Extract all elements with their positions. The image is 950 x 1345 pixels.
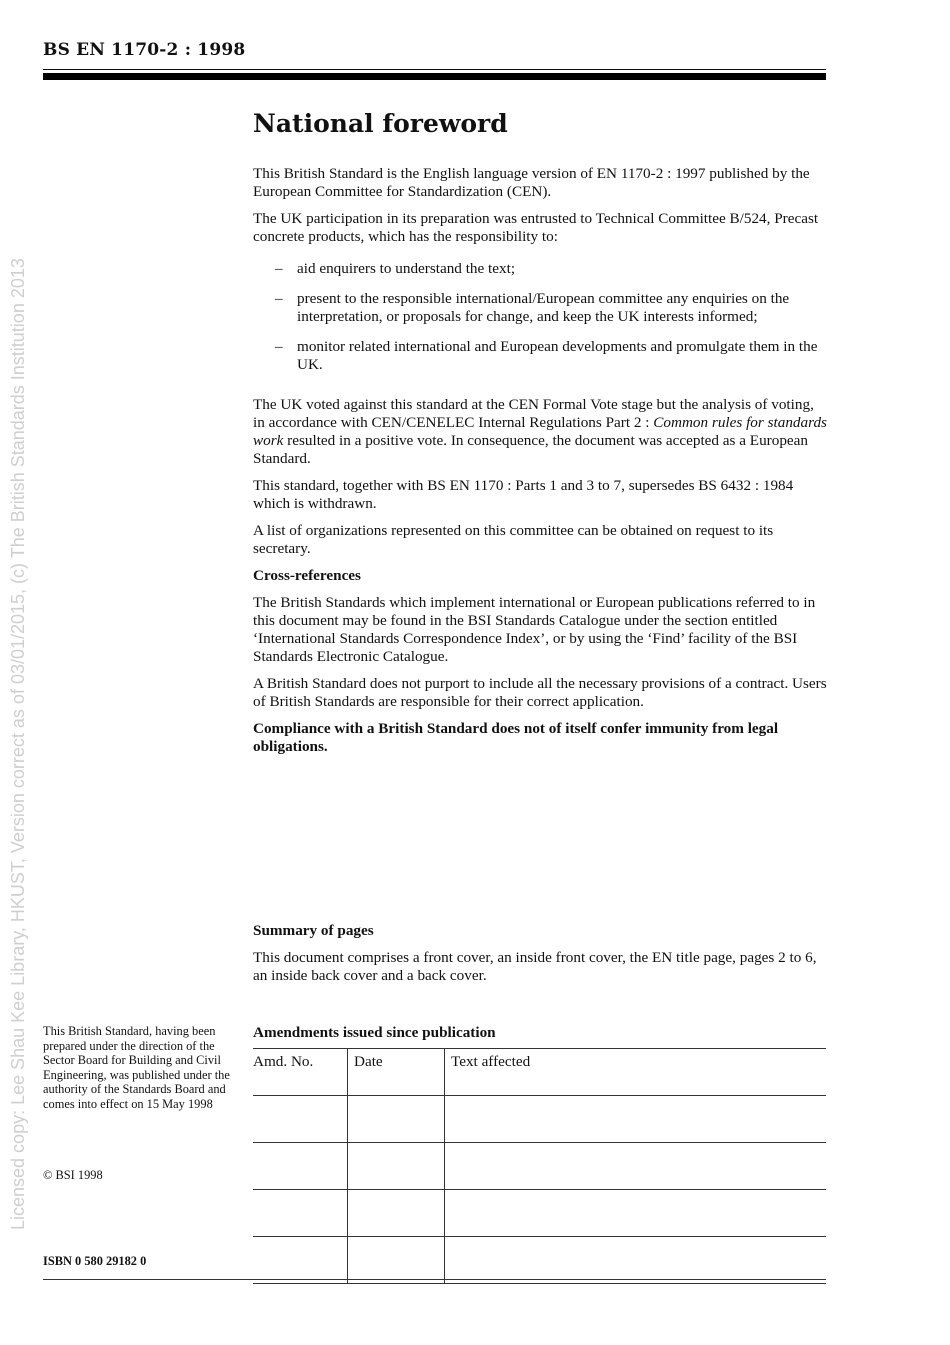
- paragraph-participation: The UK participation in its preparation was entrusted to Technical Committee B/524, Precast concrete products, which has the responsibility to:: [253, 210, 819, 245]
- responsibility-list: [253, 260, 828, 374]
- isbn: ISBN 0 580 29182 0: [43, 1254, 147, 1268]
- table-header-row: [253, 1049, 826, 1096]
- national-foreword: [253, 107, 828, 765]
- cross-references-heading: Cross-references: [253, 567, 361, 584]
- summary-of-pages: [253, 922, 828, 985]
- list-item: – present to the responsible international/European committee any enquiries on the interpretation, or proposals for change, and keep the UK interests informed;: [275, 290, 790, 325]
- paragraph-committee-list: A list of organizations represented on this committee can be obtained on request to its secretary.: [253, 522, 774, 557]
- table-row: [253, 1237, 826, 1284]
- document-id: BS EN 1170-2 : 1998: [43, 40, 246, 60]
- list-item: – monitor related international and European developments and promulgate them in the UK.: [275, 338, 818, 373]
- list-item: – aid enquirers to understand the text;: [275, 260, 516, 277]
- header-rule-thick: [43, 73, 826, 80]
- column-amd-no: Amd. No.: [253, 1049, 348, 1096]
- paragraph-intro: This British Standard is the English language version of EN 1170-2 : 1997 published by the European Committee for Standardization (CEN).: [253, 165, 810, 200]
- paragraph-supersedes: This standard, together with BS EN 1170 : Parts 1 and 3 to 7, supersedes BS 6432 : 1984 which is withdrawn.: [253, 477, 794, 512]
- publication-note: This British Standard, having been prepared under the direction of the Sector Board for Building and Civil Engineering, was published under the authority of the Standards Board and comes into effect on 15 May 1998: [43, 1024, 230, 1111]
- paragraph-compliance: Compliance with a British Standard does not of itself confer immunity from legal obligations.: [253, 720, 779, 755]
- footer-rule: [43, 1279, 826, 1280]
- paragraph-cross-references: The British Standards which implement international or European publications referred to in this document may be found in the BSI Standards Catalogue under the section entitled ‘International Standards Correspondence Index’, or by using the ‘Find’ facility of the BSI Standards Electronic Catalogue.: [253, 594, 816, 665]
- summary-heading: Summary of pages: [253, 922, 374, 939]
- table-row: [253, 1190, 826, 1237]
- amendments-table: [253, 1048, 826, 1284]
- table-row: [253, 1096, 826, 1143]
- summary-text: This document comprises a front cover, an inside front cover, the EN title page, pages 2 to 6, an inside back cover and a back cover.: [253, 949, 817, 984]
- page-title: National foreword: [253, 109, 508, 138]
- paragraph-contract: A British Standard does not purport to include all the necessary provisions of a contract. Users of British Standards are responsible for their correct application.: [253, 675, 827, 710]
- paragraph-vote: The UK voted against this standard at the CEN Formal Vote stage but the analysis of voting, in accordance with CEN/CENELEC Internal Regulations Part 2 : Common rules for standards work resulted in a positive vote. In consequence, the document was accepted as a European Standard.: [253, 396, 827, 467]
- table-row: [253, 1143, 826, 1190]
- column-text-affected: Text affected: [445, 1049, 827, 1096]
- column-date: Date: [348, 1049, 445, 1096]
- copyright-notice: © BSI 1998: [43, 1168, 103, 1182]
- license-watermark: Licensed copy: Lee Shau Kee Library, HKUST, Version correct as of 03/01/2015, (c) The British Standards Institution 2013: [8, 258, 28, 1230]
- amendments-title: Amendments issued since publication: [253, 1024, 496, 1041]
- header-rule-thin: [43, 69, 826, 70]
